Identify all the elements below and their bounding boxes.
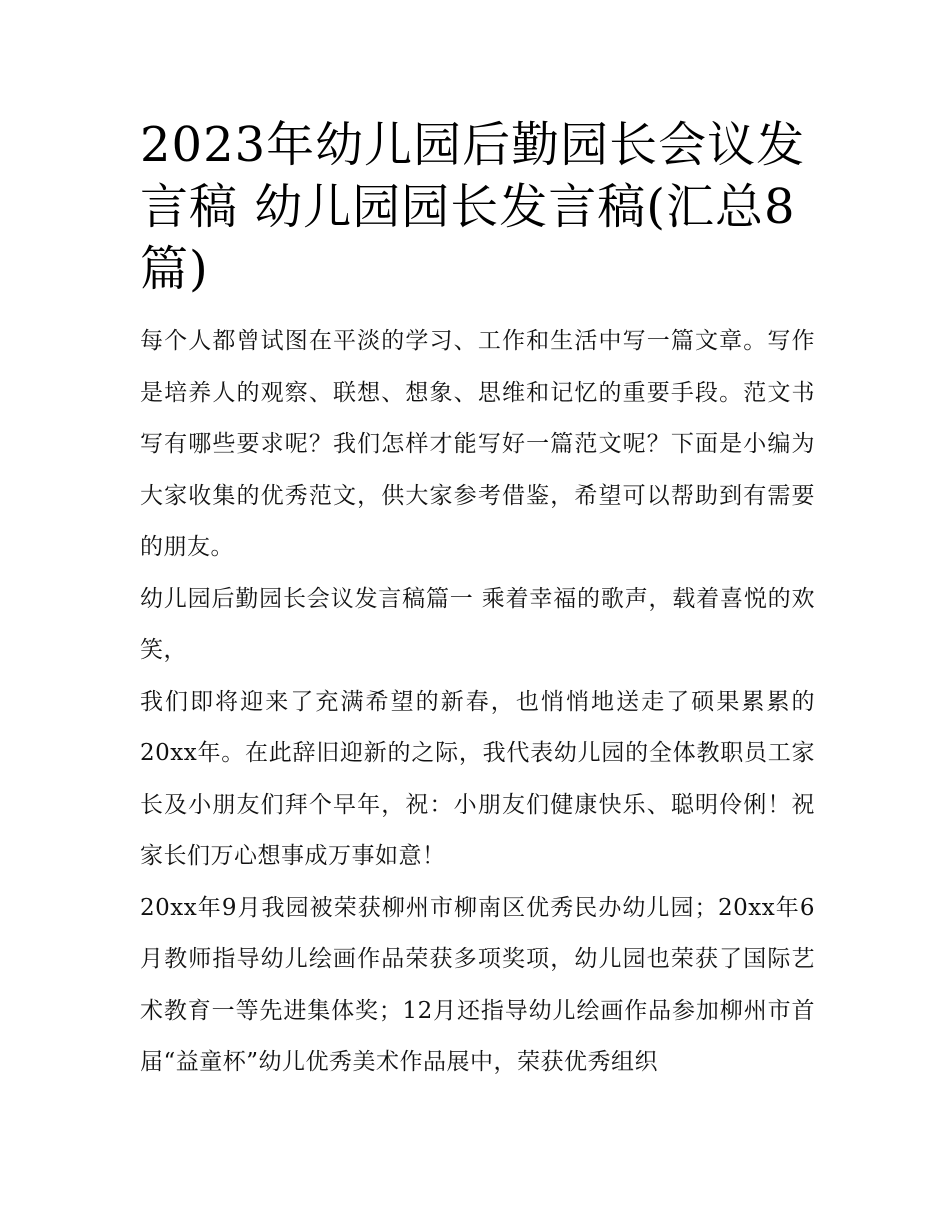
paragraph-achievements: 20xx年9月我园被荣获柳州市柳南区优秀民办幼儿园；20xx年6月教师指导幼儿绘画作品荣获多项奖项，幼儿园也荣获了国际艺术教育一等先进集体奖；12月还指导幼儿绘画作品参加柳州市首届“益童杯”幼儿优秀美术作品展中，荣获优秀组织: [140, 894, 815, 1075]
paragraph-new-year-greeting: 我们即将迎来了充满希望的新春，也悄悄地送走了硕果累累的20xx年。在此辞旧迎新的之际，我代表幼儿园的全体教职员工家长及小朋友们拜个早年，祝：小朋友们健康快乐、聪明伶俐！祝家长们万心想事成万事如意！: [140, 688, 815, 869]
paragraph-intro: 每个人都曾试图在平淡的学习、工作和生活中写一篇文章。写作是培养人的观察、联想、想象、思维和记忆的重要手段。范文书写有哪些要求呢？我们怎样才能写好一篇范文呢？下面是小编为大家收集的优秀范文，供大家参考借鉴，希望可以帮助到有需要的朋友。: [140, 328, 815, 560]
paragraph-speech-opening: 幼儿园后勤园长会议发言稿篇一 乘着幸福的歌声，载着喜悦的欢笑，: [140, 585, 815, 663]
document-body: [140, 114, 815, 1089]
document-title: 2023年幼儿园后勤园长会议发言稿 幼儿园园长发言稿(汇总8篇): [140, 117, 806, 297]
